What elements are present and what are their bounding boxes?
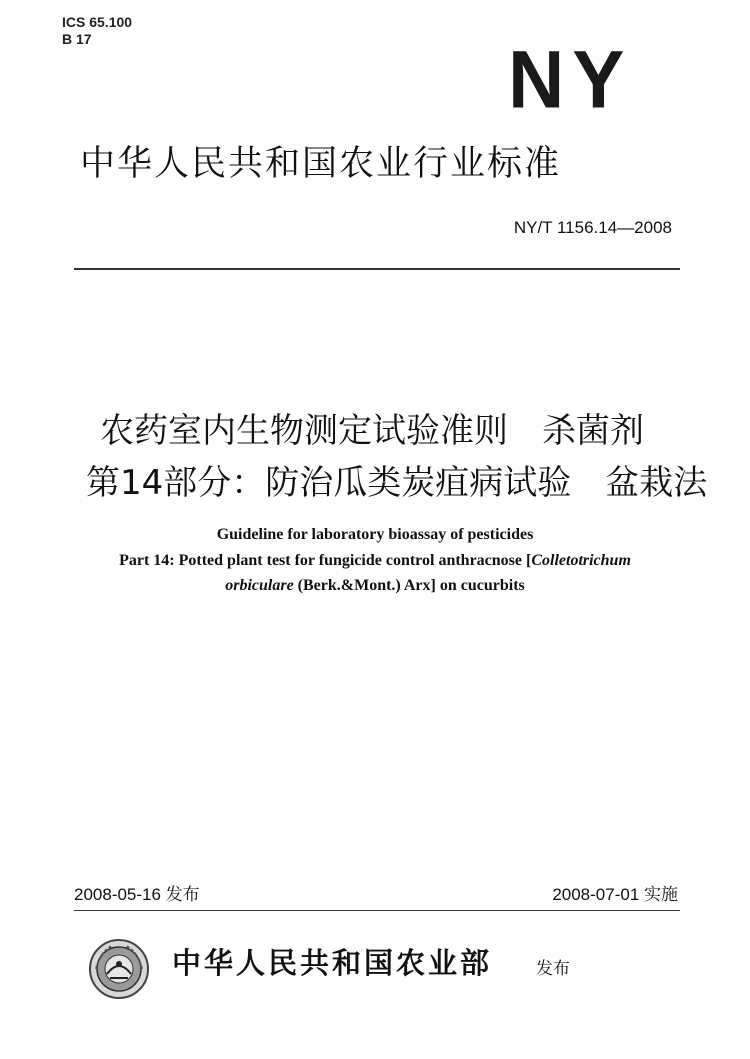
english-title-line-3-main: (Berk.&Mont.) Arx] on cucurbits [293,577,525,594]
english-title-line-2-main: Part 14: Potted plant test for fungicide control anthracnose [ [119,552,532,569]
ccs-code: B 17 [62,31,92,47]
standard-type-title: 中华人民共和国农业行业标准 [80,144,562,184]
standard-number: NY/T 1156.14—2008 [513,218,672,237]
english-title-line-1: Guideline for laboratory bioassay of pesticides [216,526,534,543]
chinese-title-line-1: 农药室内生物测定试验准则 杀菌剂 [100,411,644,451]
issuing-authority: 中华人民共和国农业部 [172,946,493,980]
top-divider [74,268,680,270]
implementation-date: 2008-07-01 实施 [552,885,678,904]
english-title-line-2-italic: Colletotrichum [531,552,631,569]
english-title-line-3 [80,575,670,597]
issuer-action: 发布 [536,959,570,979]
chinese-title-line-2: 第14部分：防治瓜类炭疽病试验 盆栽法 [86,463,708,503]
ny-logo: NY [508,32,633,126]
english-title-line-2 [70,550,680,572]
bottom-divider [74,910,680,911]
english-title-line-3-italic: orbiculare [225,577,294,594]
issue-date: 2008-05-16 发布 [74,885,200,904]
ics-code: ICS 65.100 [62,14,133,30]
national-emblem-icon [88,938,150,1000]
classification-codes [62,14,132,48]
